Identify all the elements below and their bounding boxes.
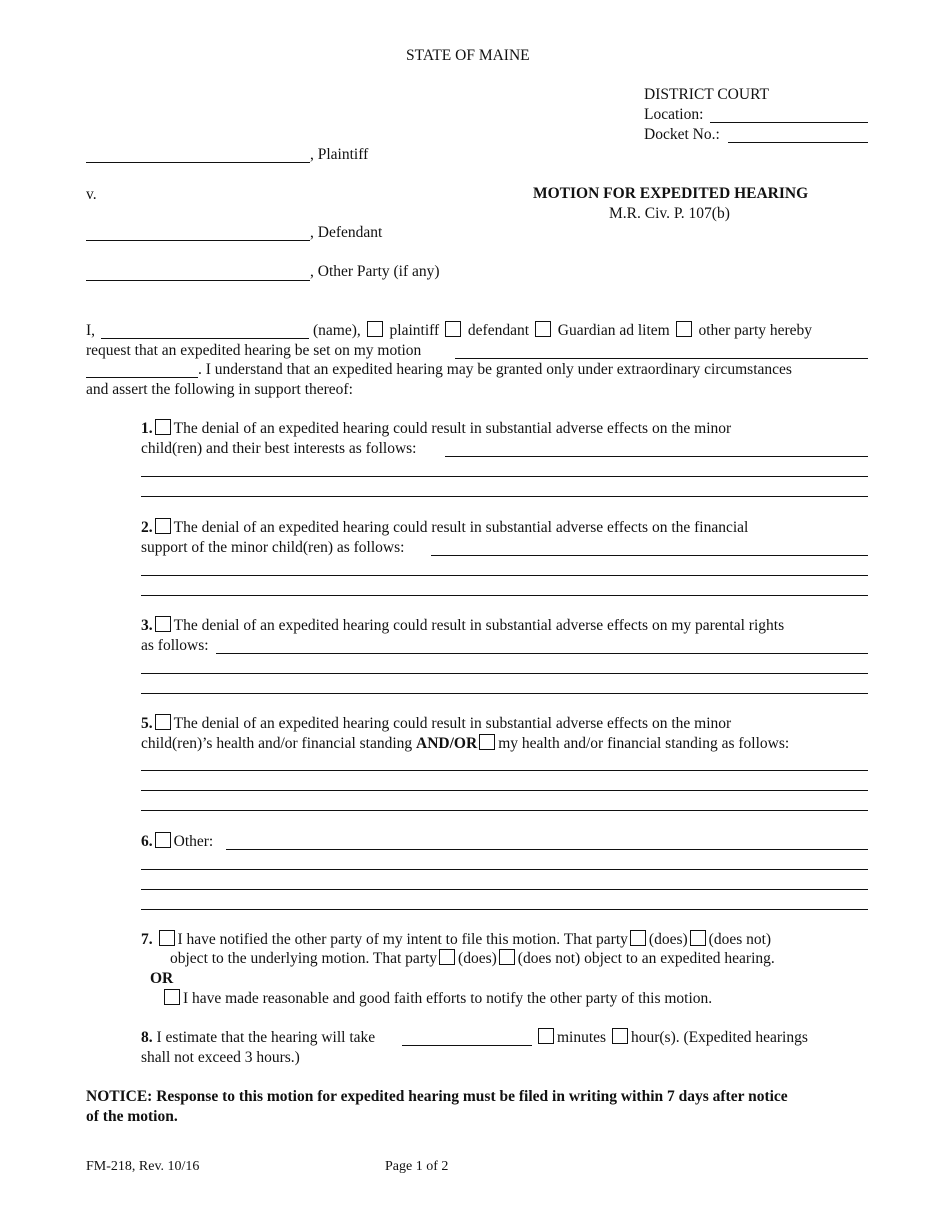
- item-3-checkbox[interactable]: [155, 616, 171, 632]
- location-field[interactable]: [710, 122, 868, 123]
- guardian-option: Guardian ad litem: [557, 322, 670, 339]
- intro-line-4: and assert the following in support thereof:: [86, 381, 353, 398]
- item-8-line-2: shall not exceed 3 hours.): [141, 1049, 300, 1066]
- item-7-efforts-checkbox[interactable]: [164, 989, 180, 1005]
- item-5-checkbox[interactable]: [155, 714, 171, 730]
- state-heading: STATE OF MAINE: [406, 47, 530, 64]
- item-6: 6. Other:: [141, 833, 214, 850]
- item-2-field-3[interactable]: [141, 595, 868, 596]
- item-7: 7. I have notified the other party of my intent to file this motion. That party (does) (does not): [141, 931, 772, 948]
- court-name: DISTRICT COURT: [644, 86, 769, 103]
- item-1: 1. The denial of an expedited hearing could result in substantial adverse effects on the minor: [141, 420, 732, 437]
- item-1-field[interactable]: [445, 456, 868, 457]
- notice-line-1: NOTICE: Response to this motion for expedited hearing must be filed in writing within 7 days after notice: [86, 1088, 788, 1105]
- item-5-self-checkbox[interactable]: [479, 734, 495, 750]
- defendant-field[interactable]: [86, 240, 310, 241]
- item-6-field-4[interactable]: [141, 909, 868, 910]
- intro-line-3: . I understand that an expedited hearing may be granted only under extraordinary circumstances: [198, 361, 792, 378]
- plaintiff-checkbox[interactable]: [367, 321, 383, 337]
- minutes-checkbox[interactable]: [538, 1028, 554, 1044]
- item-2-line-2: support of the minor child(ren) as follows:: [141, 539, 405, 556]
- item-2-checkbox[interactable]: [155, 518, 171, 534]
- item-6-field-3[interactable]: [141, 889, 868, 890]
- item-7-does-not-checkbox[interactable]: [690, 930, 706, 946]
- item-5: 5. The denial of an expedited hearing could result in substantial adverse effects on the minor: [141, 715, 732, 732]
- item-3-field-3[interactable]: [141, 693, 868, 694]
- plaintiff-field[interactable]: [86, 162, 310, 163]
- form-number: FM-218, Rev. 10/16: [86, 1159, 200, 1174]
- item-7-notified-checkbox[interactable]: [159, 930, 175, 946]
- hearing-duration-field[interactable]: [402, 1045, 532, 1046]
- other-party-field[interactable]: [86, 280, 310, 281]
- intro-i: I,: [86, 322, 96, 339]
- item-2-field-2[interactable]: [141, 575, 868, 576]
- hours-checkbox[interactable]: [612, 1028, 628, 1044]
- motion-field[interactable]: [455, 358, 868, 359]
- item-7-hearing-does-checkbox[interactable]: [439, 949, 455, 965]
- other-party-label: , Other Party (if any): [310, 263, 440, 280]
- item-2: 2. The denial of an expedited hearing could result in substantial adverse effects on the financial: [141, 519, 749, 536]
- item-1-checkbox[interactable]: [155, 419, 171, 435]
- item-1-line-2: child(ren) and their best interests as follows:: [141, 440, 417, 457]
- item-6-checkbox[interactable]: [155, 832, 171, 848]
- location-label: Location:: [644, 106, 704, 123]
- guardian-checkbox[interactable]: [535, 321, 551, 337]
- item-7-does-checkbox[interactable]: [630, 930, 646, 946]
- item-8: 8. I estimate that the hearing will take: [141, 1029, 376, 1046]
- item-6-field-2[interactable]: [141, 869, 868, 870]
- defendant-checkbox[interactable]: [445, 321, 461, 337]
- defendant-label: , Defendant: [310, 224, 383, 241]
- item-5-line-2: child(ren)’s health and/or financial standing AND/OR my health and/or financial standing as follows:: [141, 735, 790, 752]
- name-label: (name),: [313, 322, 361, 339]
- rule-citation: M.R. Civ. P. 107(b): [609, 205, 730, 222]
- item-3: 3. The denial of an expedited hearing could result in substantial adverse effects on my parental rights: [141, 617, 785, 634]
- motion-field-cont[interactable]: [86, 377, 198, 378]
- item-1-field-3[interactable]: [141, 496, 868, 497]
- other-party-option: other party hereby: [698, 322, 813, 339]
- intro-line-2: request that an expedited hearing be set on my motion: [86, 342, 422, 359]
- plaintiff-option: plaintiff: [389, 322, 440, 339]
- item-5-field-2[interactable]: [141, 790, 868, 791]
- item-6-field[interactable]: [226, 849, 868, 850]
- item-1-field-2[interactable]: [141, 476, 868, 477]
- item-7-line-3: I have made reasonable and good faith efforts to notify the other party of this motion.: [162, 989, 712, 1008]
- page-number: Page 1 of 2: [385, 1159, 449, 1174]
- docket-label: Docket No.:: [644, 126, 720, 143]
- item-3-line-2: as follows:: [141, 637, 209, 654]
- item-7-line-2: object to the underlying motion. That party (does) (does not) object to an expedited hearing.: [170, 950, 775, 967]
- name-field[interactable]: [101, 338, 309, 339]
- notice-line-2: of the motion.: [86, 1108, 178, 1125]
- document-title: MOTION FOR EXPEDITED HEARING: [533, 185, 809, 202]
- item-3-field[interactable]: [216, 653, 868, 654]
- item-2-field[interactable]: [431, 555, 868, 556]
- other-party-checkbox[interactable]: [676, 321, 692, 337]
- plaintiff-label: , Plaintiff: [310, 146, 369, 163]
- docket-field[interactable]: [728, 142, 868, 143]
- defendant-option: defendant: [467, 322, 530, 339]
- item-5-field[interactable]: [141, 770, 868, 771]
- intro-role-row: [313, 321, 812, 340]
- item-3-field-2[interactable]: [141, 673, 868, 674]
- item-5-field-3[interactable]: [141, 810, 868, 811]
- versus: v.: [86, 186, 97, 203]
- item-7-or: OR: [150, 970, 174, 987]
- item-7-hearing-does-not-checkbox[interactable]: [499, 949, 515, 965]
- item-8-units: minutes hour(s). (Expedited hearings: [536, 1028, 808, 1047]
